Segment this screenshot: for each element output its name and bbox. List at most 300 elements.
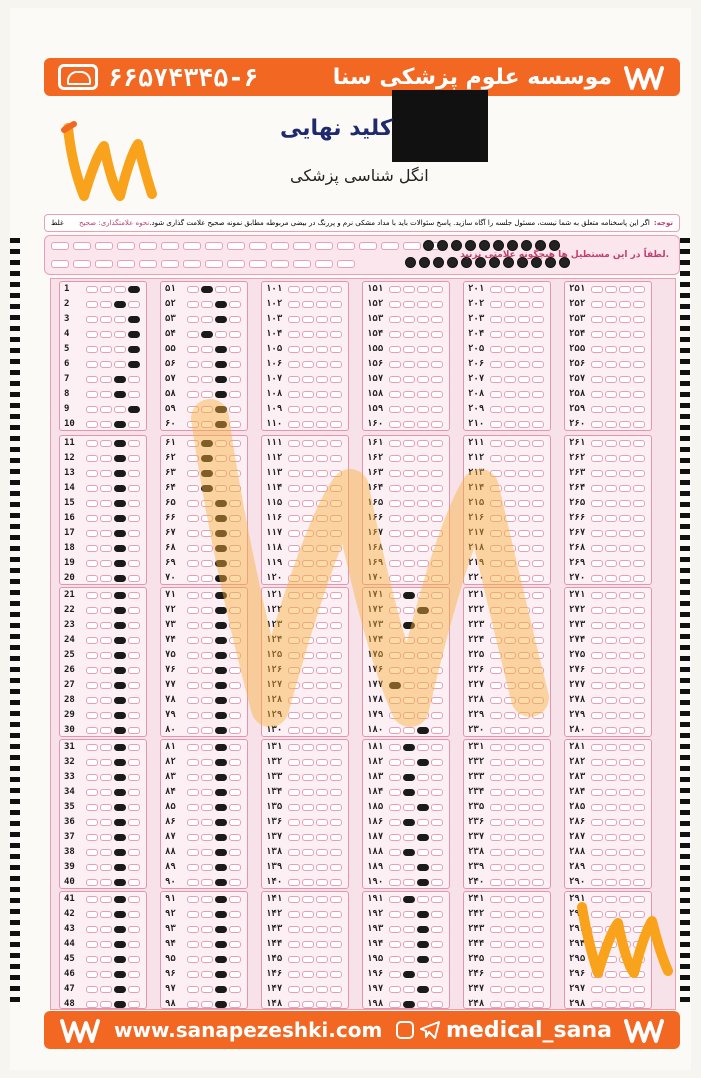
- answer-row: [161, 297, 247, 312]
- question-number: ۶۷: [165, 528, 176, 538]
- timing-mark: [10, 491, 20, 496]
- question-number: ۲۶۲: [569, 453, 586, 463]
- question-number: 25: [64, 650, 75, 660]
- question-number: 15: [64, 498, 75, 508]
- answer-option-filled: [215, 316, 227, 323]
- answer-option: [316, 971, 328, 978]
- answer-option: [128, 421, 140, 428]
- answer-option: [619, 316, 631, 323]
- timing-mark: [10, 876, 20, 881]
- answer-row: [262, 785, 348, 800]
- question-number: ۲۲۲: [468, 605, 485, 615]
- answer-option: [619, 697, 631, 704]
- question-number: ۱۴۳: [266, 924, 283, 934]
- answer-option: [605, 455, 617, 462]
- id-bubble: [315, 242, 333, 250]
- question-number: ۱۶۸: [367, 543, 384, 553]
- question-number: ۲۶۰: [569, 419, 586, 429]
- question-number: 9: [64, 404, 70, 414]
- answer-row: [262, 875, 348, 889]
- answer-row: [161, 892, 247, 907]
- answer-option: [490, 834, 502, 841]
- answer-option: [100, 896, 112, 903]
- answer-option: [128, 391, 140, 398]
- answer-option-filled: [114, 455, 126, 462]
- question-number: 45: [64, 954, 75, 964]
- timing-mark: [680, 623, 690, 628]
- question-number: 40: [64, 877, 75, 887]
- question-number: ۷۰: [165, 573, 176, 583]
- answer-row: [60, 815, 146, 830]
- answer-row: [363, 312, 449, 327]
- answer-row: [565, 648, 651, 663]
- question-number: 20: [64, 573, 75, 583]
- question-number: 4: [64, 329, 70, 339]
- question-number: ۷۶: [165, 665, 176, 675]
- timing-mark: [680, 678, 690, 683]
- answer-option: [532, 911, 544, 918]
- answer-option: [605, 376, 617, 383]
- answer-option-filled: [128, 361, 140, 368]
- timing-mark: [680, 557, 690, 562]
- timing-mark: [680, 370, 690, 375]
- answer-option: [330, 956, 342, 963]
- answer-option: [100, 361, 112, 368]
- answer-option: [504, 1001, 516, 1008]
- answer-option: [128, 941, 140, 948]
- answer-option: [86, 834, 98, 841]
- answer-row: [565, 800, 651, 815]
- answer-option: [201, 896, 213, 903]
- answer-row: [161, 997, 247, 1009]
- answer-option: [504, 301, 516, 308]
- sana-logo-large: [54, 116, 164, 206]
- answer-option: [128, 759, 140, 766]
- id-bubble: [293, 260, 311, 268]
- answer-option: [114, 406, 126, 413]
- footer-bar: [44, 1011, 680, 1049]
- answer-row: [262, 952, 348, 967]
- timing-mark: [680, 304, 690, 309]
- answer-option: [86, 727, 98, 734]
- answer-option: [86, 301, 98, 308]
- question-number: ۱۰۳: [266, 314, 283, 324]
- answer-option: [504, 316, 516, 323]
- timing-mark: [10, 249, 20, 254]
- question-number: 12: [64, 453, 75, 463]
- answer-row: [262, 967, 348, 982]
- answer-option: [86, 331, 98, 338]
- answer-option: [229, 346, 241, 353]
- answer-option: [229, 804, 241, 811]
- id-bubble: [337, 260, 355, 268]
- answer-option: [490, 911, 502, 918]
- answer-option-filled: [215, 911, 227, 918]
- answer-option: [100, 956, 112, 963]
- question-number: ۲۴۵: [468, 954, 485, 964]
- answer-option: [86, 376, 98, 383]
- answer-option: [619, 470, 631, 477]
- answer-option: [633, 652, 645, 659]
- answer-option: [389, 286, 401, 293]
- answer-option: [605, 727, 617, 734]
- answer-row: [363, 357, 449, 372]
- answer-row: [565, 282, 651, 297]
- answer-option: [330, 971, 342, 978]
- question-number: ۹۳: [165, 924, 176, 934]
- answer-block: [59, 739, 147, 889]
- id-mark: [405, 257, 416, 268]
- timing-mark: [10, 370, 20, 375]
- telegram-icon[interactable]: [420, 1021, 440, 1039]
- answer-option: [417, 331, 429, 338]
- question-number: ۱۰۲: [266, 299, 283, 309]
- answer-row: [60, 342, 146, 357]
- timing-mark: [680, 348, 690, 353]
- do-not-mark-message: لطفاً در این مستطیل ها هیچگونه علامتی نزنید.: [460, 250, 669, 260]
- answer-option: [403, 361, 415, 368]
- question-number: ۶۶: [165, 513, 176, 523]
- question-number: ۱۳۹: [266, 862, 283, 872]
- answer-option: [605, 391, 617, 398]
- answer-option: [86, 926, 98, 933]
- answer-option: [100, 697, 112, 704]
- answer-option: [201, 316, 213, 323]
- answer-option: [605, 759, 617, 766]
- question-number: ۲۲۳: [468, 620, 485, 630]
- question-number: 16: [64, 513, 75, 523]
- answer-row: [60, 466, 146, 481]
- answer-row: [60, 892, 146, 907]
- question-number: ۲۰۶: [468, 359, 485, 369]
- id-bubble: [161, 260, 179, 268]
- answer-option: [490, 1001, 502, 1008]
- answer-option: [128, 926, 140, 933]
- answer-option: [417, 301, 429, 308]
- answer-option: [316, 1001, 328, 1008]
- answer-block: [564, 435, 652, 585]
- question-number: ۱۵۴: [367, 329, 384, 339]
- timing-marks-right: [680, 238, 690, 1018]
- answer-option-filled: [215, 941, 227, 948]
- question-number: ۱۶۴: [367, 483, 384, 493]
- question-number: ۸۲: [165, 757, 176, 767]
- instagram-icon[interactable]: [396, 1021, 414, 1039]
- answer-row: [565, 755, 651, 770]
- question-number: ۲۹۳: [569, 924, 586, 934]
- answer-option: [229, 864, 241, 871]
- answer-option: [128, 789, 140, 796]
- answer-option-filled: [114, 879, 126, 886]
- answer-option: [605, 744, 617, 751]
- answer-option: [86, 911, 98, 918]
- question-number: ۱۱۱: [266, 438, 283, 448]
- answer-row: [565, 496, 651, 511]
- id-bubble: [359, 242, 377, 250]
- answer-block: [564, 587, 652, 737]
- timing-mark: [680, 920, 690, 925]
- question-number: 33: [64, 772, 75, 782]
- answer-option: [114, 286, 126, 293]
- question-number: ۷۸: [165, 695, 176, 705]
- question-number: ۵۶: [165, 359, 176, 369]
- answer-row: [565, 417, 651, 431]
- answer-row: [60, 618, 146, 633]
- question-number: ۲۵۳: [569, 314, 586, 324]
- question-number: ۲۴۷: [468, 984, 485, 994]
- answer-row: [565, 541, 651, 556]
- answer-option: [187, 986, 199, 993]
- question-number: ۹۱: [165, 894, 176, 904]
- answer-option: [518, 759, 530, 766]
- answer-option: [86, 286, 98, 293]
- answer-option: [619, 712, 631, 719]
- answer-option: [431, 849, 443, 856]
- answer-option: [591, 652, 603, 659]
- timing-mark: [680, 546, 690, 551]
- answer-option: [389, 941, 401, 948]
- question-number: ۲۸۲: [569, 757, 586, 767]
- answer-option: [201, 789, 213, 796]
- answer-option: [389, 834, 401, 841]
- question-number: ۲۵۴: [569, 329, 586, 339]
- answer-option: [128, 744, 140, 751]
- question-number: ۲۰۸: [468, 389, 485, 399]
- sana-logo-corner: [570, 893, 680, 983]
- answer-option: [100, 926, 112, 933]
- social-handle[interactable]: medical_sana: [445, 1017, 612, 1043]
- answer-option: [504, 286, 516, 293]
- answer-row: [565, 451, 651, 466]
- answer-option: [619, 361, 631, 368]
- answer-row: [565, 312, 651, 327]
- answer-option: [403, 316, 415, 323]
- id-bubble: [249, 242, 267, 250]
- answer-row: [464, 892, 550, 907]
- question-number: ۱۷۴: [367, 635, 384, 645]
- answer-option-filled: [114, 667, 126, 674]
- id-bubble: [381, 242, 399, 250]
- answer-option: [633, 470, 645, 477]
- answer-option: [201, 864, 213, 871]
- answer-option: [619, 301, 631, 308]
- answer-option: [504, 789, 516, 796]
- question-number: 34: [64, 787, 75, 797]
- answer-row: [565, 357, 651, 372]
- answer-option: [114, 316, 126, 323]
- question-number: 30: [64, 725, 75, 735]
- question-number: ۱۴۰: [266, 877, 283, 887]
- question-number: ۲۵۱: [569, 284, 586, 294]
- answer-option: [591, 864, 603, 871]
- answer-option: [605, 607, 617, 614]
- timing-mark: [10, 612, 20, 617]
- answer-option-filled: [215, 804, 227, 811]
- answer-option-filled: [114, 376, 126, 383]
- answer-option: [187, 911, 199, 918]
- question-number: ۲۵۵: [569, 344, 586, 354]
- answer-option: [431, 911, 443, 918]
- answer-row: [161, 952, 247, 967]
- question-number: ۲۷۵: [569, 650, 586, 660]
- answer-option-filled: [403, 774, 415, 781]
- answer-option: [302, 941, 314, 948]
- answer-option: [633, 789, 645, 796]
- answer-option: [591, 575, 603, 582]
- answer-row: [60, 417, 146, 431]
- question-number: ۲۲۶: [468, 665, 485, 675]
- answer-option: [591, 789, 603, 796]
- answer-option: [389, 986, 401, 993]
- sana-logo-footer-right: [622, 1015, 666, 1045]
- answer-option: [619, 530, 631, 537]
- answer-option: [633, 361, 645, 368]
- answer-option: [532, 819, 544, 826]
- question-number: ۱۰۸: [266, 389, 283, 399]
- answer-row: [262, 892, 348, 907]
- answer-option: [100, 560, 112, 567]
- timing-mark: [10, 557, 20, 562]
- answer-option: [302, 911, 314, 918]
- answer-option: [100, 712, 112, 719]
- answer-option: [633, 560, 645, 567]
- answer-option: [619, 622, 631, 629]
- answer-row: [60, 785, 146, 800]
- id-bubbles-bottom: [51, 260, 355, 266]
- question-number: ۲۳۴: [468, 787, 485, 797]
- answer-option: [100, 819, 112, 826]
- website-link[interactable]: www.sanapezeshki.com: [114, 1018, 383, 1042]
- answer-option: [591, 986, 603, 993]
- answer-row: [464, 860, 550, 875]
- answer-option: [100, 744, 112, 751]
- id-bubble: [293, 242, 311, 250]
- answer-option: [431, 834, 443, 841]
- answer-option: [490, 879, 502, 886]
- answer-option: [619, 515, 631, 522]
- answer-option: [201, 986, 213, 993]
- note-text: اگر این پاسخنامه متعلق به شما نیست، مسئول جلسه را آگاه سازید. پاسخ سئوالات باید با مداد مشکی نرم و پررنگ در بیضی مربوطه مطابق نمونه صحیح علامت گذاری شود.: [149, 219, 650, 227]
- answer-option: [288, 941, 300, 948]
- answer-option: [605, 592, 617, 599]
- answer-option: [86, 712, 98, 719]
- answer-row: [363, 997, 449, 1009]
- timing-mark: [10, 282, 20, 287]
- answer-option-filled: [417, 759, 429, 766]
- answer-option: [229, 849, 241, 856]
- question-number: ۲۶۹: [569, 558, 586, 568]
- answer-option: [518, 926, 530, 933]
- timing-mark: [680, 601, 690, 606]
- answer-option: [86, 361, 98, 368]
- question-number: ۷۴: [165, 635, 176, 645]
- answer-row: [565, 663, 651, 678]
- answer-option: [128, 727, 140, 734]
- answer-option: [389, 879, 401, 886]
- answer-option: [128, 637, 140, 644]
- answer-option: [619, 682, 631, 689]
- answer-option: [605, 440, 617, 447]
- answer-option: [302, 1001, 314, 1008]
- answer-option: [128, 682, 140, 689]
- answer-option: [128, 301, 140, 308]
- question-number: 23: [64, 620, 75, 630]
- answer-option: [288, 804, 300, 811]
- question-number: ۱۱۷: [266, 528, 283, 538]
- wrong-label: غلط: [51, 219, 64, 227]
- answer-option: [100, 530, 112, 537]
- answer-option: [330, 361, 342, 368]
- question-number: ۲۸۳: [569, 772, 586, 782]
- answer-option: [302, 986, 314, 993]
- answer-option: [330, 849, 342, 856]
- answer-option: [330, 834, 342, 841]
- answer-option: [229, 361, 241, 368]
- question-number: ۲۹۰: [569, 877, 586, 887]
- answer-option: [187, 361, 199, 368]
- answer-row: [161, 357, 247, 372]
- answer-row: [60, 875, 146, 889]
- answer-option: [229, 971, 241, 978]
- timing-mark: [680, 590, 690, 595]
- answer-option: [128, 545, 140, 552]
- question-number: ۱۲۹: [266, 710, 283, 720]
- timing-mark: [680, 711, 690, 716]
- id-bubble: [161, 242, 179, 250]
- timing-mark: [680, 513, 690, 518]
- answer-row: [565, 875, 651, 889]
- answer-option: [591, 712, 603, 719]
- question-number: ۱۸۴: [367, 787, 384, 797]
- answer-option: [100, 864, 112, 871]
- answer-option: [403, 286, 415, 293]
- answer-row: [161, 830, 247, 845]
- answer-option: [431, 1001, 443, 1008]
- id-bubble: [183, 260, 201, 268]
- answer-option: [490, 986, 502, 993]
- answer-option: [605, 622, 617, 629]
- answer-option: [201, 759, 213, 766]
- answer-option: [591, 849, 603, 856]
- answer-option-filled: [417, 911, 429, 918]
- answer-option: [605, 545, 617, 552]
- question-number: ۱۵۵: [367, 344, 384, 354]
- answer-option: [417, 896, 429, 903]
- answer-option: [128, 819, 140, 826]
- answer-option: [229, 911, 241, 918]
- timing-mark: [10, 854, 20, 859]
- answer-option: [128, 804, 140, 811]
- answer-option: [389, 789, 401, 796]
- answer-row: [565, 708, 651, 723]
- timing-mark: [10, 711, 20, 716]
- answer-option: [605, 316, 617, 323]
- answer-row: [565, 693, 651, 708]
- answer-option: [302, 819, 314, 826]
- question-number: ۱۸۷: [367, 832, 384, 842]
- answer-option: [215, 286, 227, 293]
- question-number: ۷۱: [165, 590, 176, 600]
- timing-mark: [680, 381, 690, 386]
- answer-option: [605, 849, 617, 856]
- timing-mark: [680, 777, 690, 782]
- answer-row: [60, 693, 146, 708]
- answer-row: [262, 327, 348, 342]
- answer-option: [605, 575, 617, 582]
- answer-row: [60, 387, 146, 402]
- answer-option: [532, 986, 544, 993]
- id-bubble: [227, 242, 245, 250]
